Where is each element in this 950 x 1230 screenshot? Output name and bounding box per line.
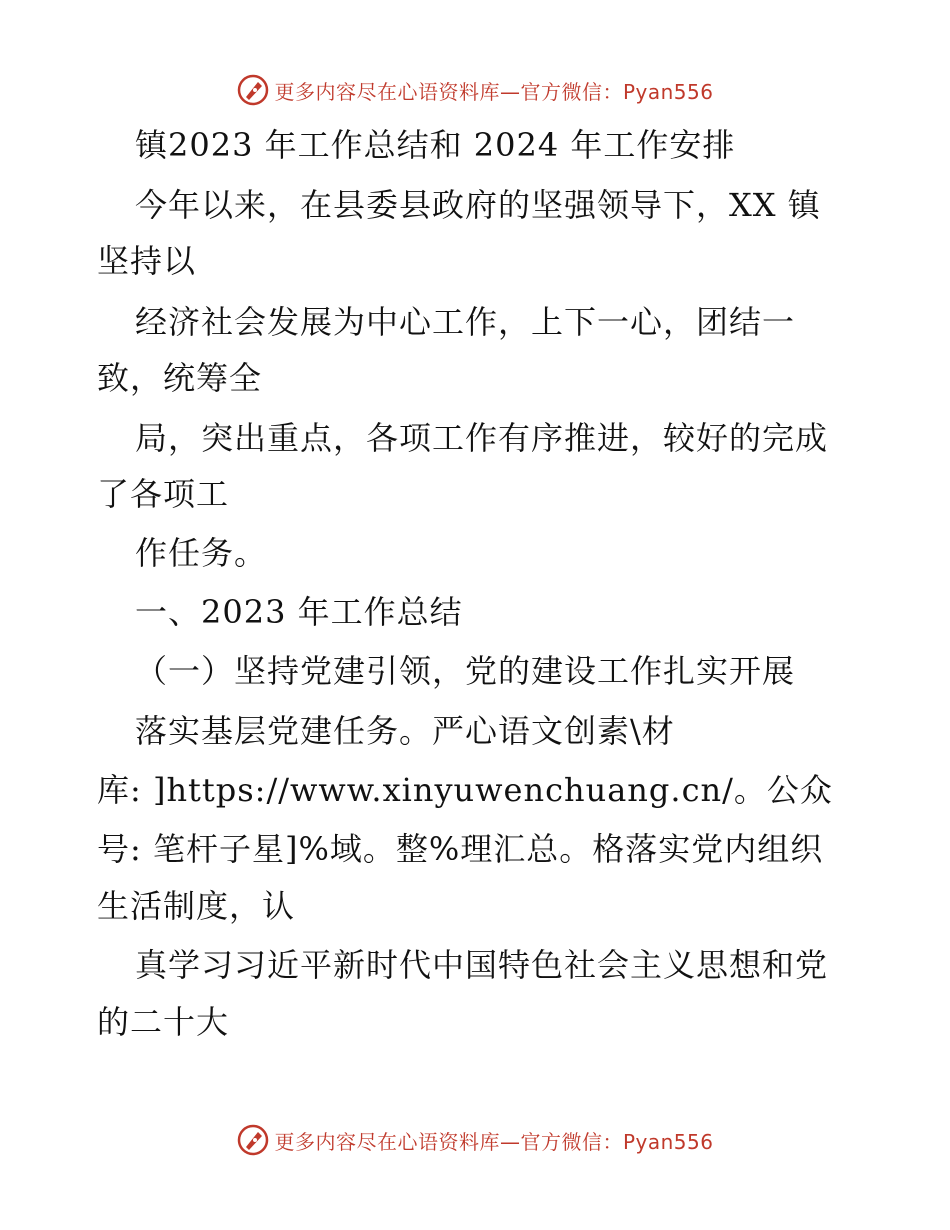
paragraph-line: 作任务。 <box>135 534 268 572</box>
subsection-heading: （一）坚持党建引领，党的建设工作扎实开展 <box>135 652 796 690</box>
paragraph-line: 经济社会发展为中心工作，上下一心，团结一 <box>135 303 796 341</box>
paragraph-line: 落实基层党建任务。严心语文创素\材 <box>135 712 675 750</box>
watermark-header <box>0 70 950 110</box>
section-heading: 一、2023 年工作总结 <box>135 593 463 631</box>
paragraph-line: 库: ]https://www.xinyuwenchuang.cn/。公众 <box>97 771 833 809</box>
watermark-footer <box>0 1120 950 1160</box>
document-title: 镇2023 年工作总结和 2024 年工作安排 <box>135 126 736 164</box>
pen-nib-logo-icon <box>236 1123 270 1157</box>
watermark-text: 更多内容尽在心语资料库—官方微信：Pyan556 <box>274 1129 714 1154</box>
paragraph-line: 致，统筹全 <box>97 359 263 397</box>
paragraph-line: 局，突出重点，各项工作有序推进，较好的完成 <box>135 419 829 457</box>
paragraph-line: 的二十大 <box>97 1003 230 1041</box>
paragraph-line: 坚持以 <box>97 242 197 280</box>
paragraph-line: 真学习习近平新时代中国特色社会主义思想和党 <box>135 946 829 984</box>
paragraph-line: 了各项工 <box>97 475 230 513</box>
watermark-text: 更多内容尽在心语资料库—官方微信：Pyan556 <box>274 79 714 104</box>
pen-nib-logo-icon <box>236 73 270 107</box>
paragraph-line: 生活制度，认 <box>97 887 296 925</box>
paragraph-line: 今年以来，在县委县政府的坚强领导下，XX 镇 <box>135 186 821 224</box>
paragraph-line: 号: 笔杆子星]%域。整%理汇总。格落实党内组织 <box>97 830 824 868</box>
